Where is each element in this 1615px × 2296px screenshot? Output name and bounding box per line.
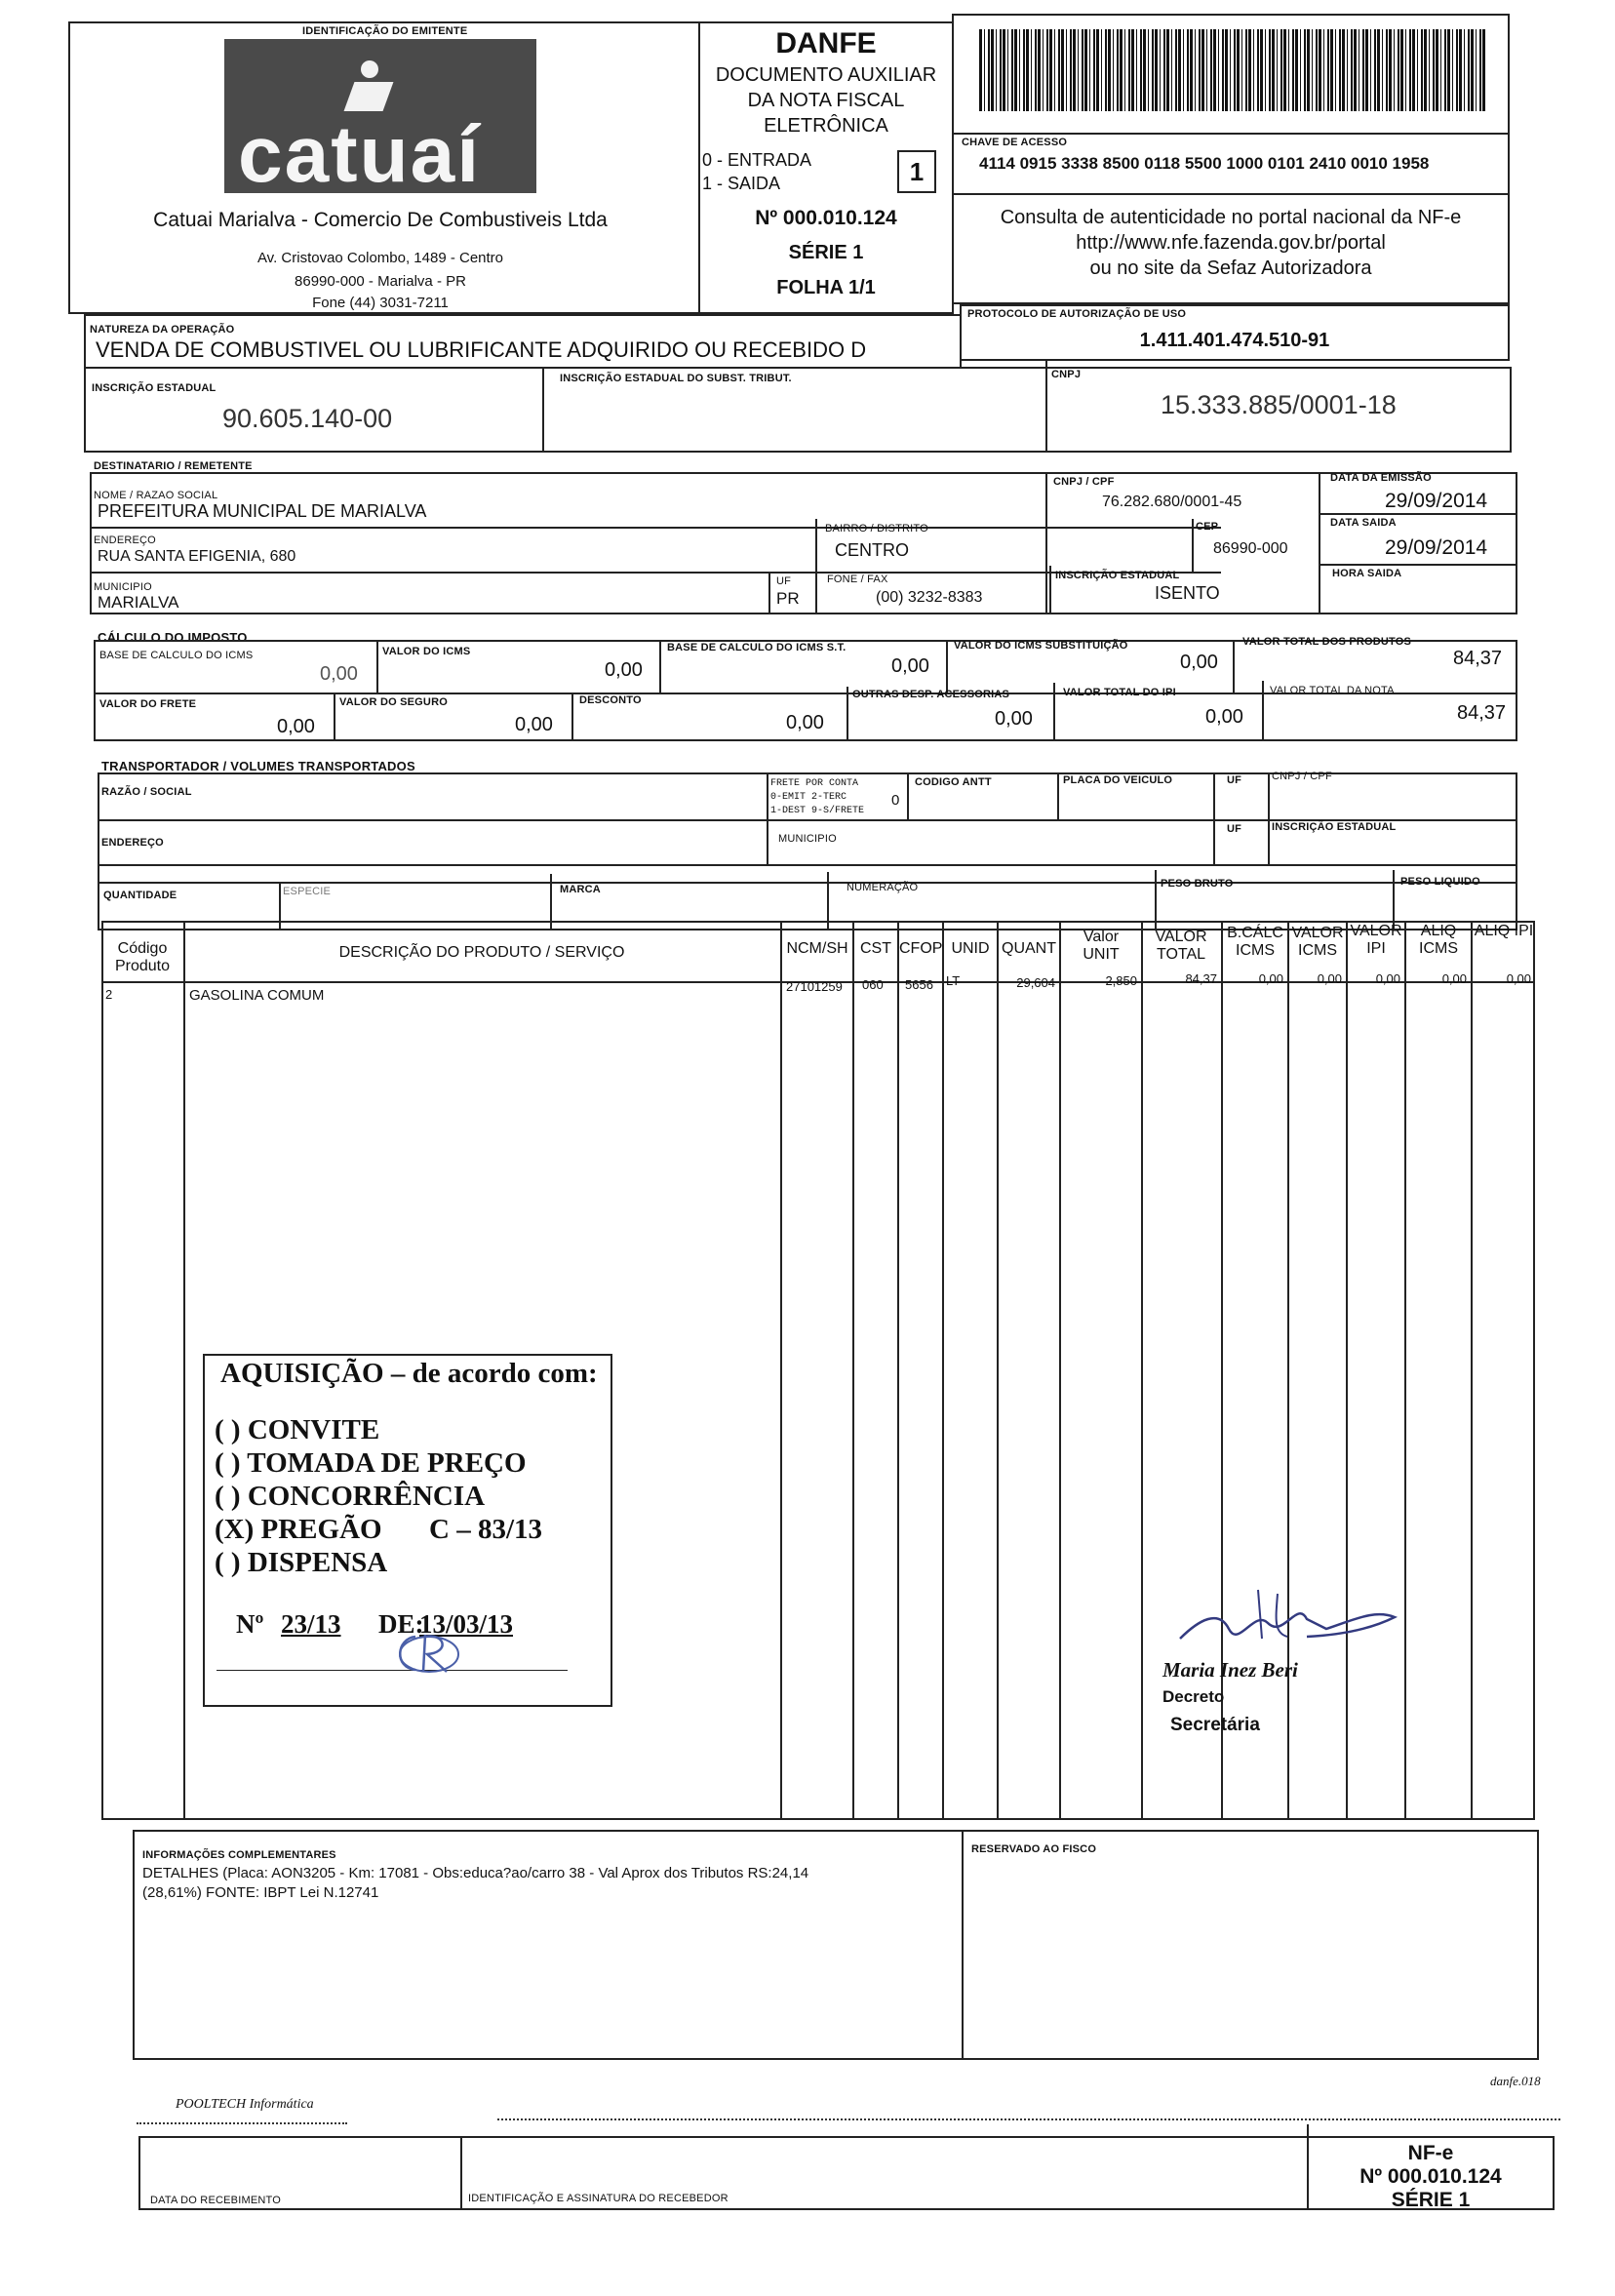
cell-descricao: GASOLINA COMUM [189, 987, 325, 1004]
dest-municipio: MARIALVA [98, 593, 179, 612]
dest-ie-label: INSCRIÇÃO ESTADUAL [1055, 570, 1180, 581]
v-nota-label: VALOR TOTAL DA NOTA [1270, 685, 1395, 696]
ie-value: 90.605.140-00 [222, 404, 393, 433]
frete-label: VALOR DO FRETE [99, 698, 197, 710]
dest-bairro-label: BAIRRO / DISTRITO [825, 523, 928, 534]
fisco-label: RESERVADO AO FISCO [971, 1843, 1097, 1855]
stamp-opt-pregao: (X) PREGÃO [215, 1514, 382, 1545]
danfe-serie: SÉRIE 1 [788, 242, 864, 263]
bc-icms: 0,00 [320, 663, 358, 685]
especie-label: ESPECIE [283, 886, 332, 897]
protocolo-value: 1.411.401.474.510-91 [1139, 330, 1330, 351]
danfe-entrada: 0 - ENTRADA [702, 150, 812, 170]
stamp-pregao-ref: C – 83/13 [429, 1514, 542, 1545]
dest-endereco: RUA SANTA EFIGENIA, 680 [98, 548, 296, 565]
emitente-address-2: 86990-000 - Marialva - PR [295, 273, 466, 290]
antt-label: CODIGO ANTT [915, 776, 992, 788]
natureza-label: NATUREZA DA OPERAÇÃO [90, 324, 235, 336]
quantidade-label: QUANTIDADE [103, 890, 177, 901]
ie-st-label: INSCRIÇÃO ESTADUAL DO SUBST. TRIBUT. [560, 373, 792, 384]
frete: 0,00 [277, 716, 315, 737]
ie-label: INSCRIÇÃO ESTADUAL [92, 382, 217, 394]
cell-aliq-ipi: 0,00 [1506, 971, 1531, 986]
col-aliq-icms: ALIQ ICMS [1419, 923, 1458, 957]
desconto: 0,00 [786, 712, 824, 733]
col-cfop: CFOP [899, 940, 943, 957]
dest-fone-label: FONE / FAX [827, 574, 888, 585]
razao-label: RAZÃO / SOCIAL [101, 786, 192, 798]
protocolo-label: PROTOCOLO DE AUTORIZAÇÃO DE USO [967, 308, 1187, 320]
frete-value: 0 [891, 792, 900, 809]
ipi-label: VALOR TOTAL DO IPI [1063, 687, 1176, 698]
dest-fone: (00) 3232-8383 [876, 589, 983, 606]
emitente-name: Catuai Marialva - Comercio De Combustiveis Ltda [153, 209, 608, 231]
info-line-1: DETALHES (Placa: AON3205 - Km: 17081 - Obs:educa?ao/carro 38 - Val Aprox dos Tributos RS:24,14 [142, 1865, 809, 1881]
cell-bc-icms: 0,00 [1258, 971, 1283, 986]
consulta-line-3: ou no site da Sefaz Autorizadora [1089, 257, 1372, 279]
signature-name: Maria Inez Beri [1162, 1658, 1298, 1682]
dest-nome: PREFEITURA MUNICIPAL DE MARIALVA [98, 501, 427, 521]
dest-bairro: CENTRO [835, 540, 909, 560]
v-st-label: VALOR DO ICMS SUBSTITUIÇÃO [954, 640, 1128, 652]
marca-label: MARCA [560, 884, 601, 895]
cell-v-ipi: 0,00 [1375, 971, 1400, 986]
danfe-folha: FOLHA 1/1 [776, 277, 876, 298]
peso-bruto-label: PESO BRUTO [1161, 878, 1234, 890]
stamp-initials [386, 1629, 464, 1680]
dest-emissao: 29/09/2014 [1385, 490, 1488, 512]
stamp-opt-convite: ( ) CONVITE [215, 1414, 380, 1445]
seguro-label: VALOR DO SEGURO [339, 696, 448, 708]
dest-uf: PR [776, 589, 800, 608]
v-icms: 0,00 [605, 659, 643, 681]
emitente-phone: Fone (44) 3031-7211 [312, 295, 449, 311]
danfe-tipo: 1 [897, 150, 936, 193]
chave-value: 4114 0915 3338 8500 0118 5500 1000 0101 2410 0010 1958 [979, 154, 1430, 173]
dest-cnpj: 76.282.680/0001-45 [1102, 494, 1242, 510]
col-cst: CST [860, 940, 891, 957]
transportador-section-label: TRANSPORTADOR / VOLUMES TRANSPORTADOS [101, 759, 415, 773]
transp-endereco-label: ENDEREÇO [101, 837, 164, 849]
signature [1161, 1580, 1404, 1658]
dest-saida-label: DATA SAIDA [1330, 517, 1397, 529]
emitente-address-1: Av. Cristovao Colombo, 1489 - Centro [256, 250, 504, 266]
recibo-numero: Nº 000.010.124 [1359, 2165, 1502, 2188]
col-quant: QUANT [1002, 940, 1056, 957]
transp-municipio-label: MUNICIPIO [778, 833, 837, 845]
frete-l1: FRETE POR CONTA [770, 778, 859, 789]
stamp-opt-tomada: ( ) TOMADA DE PREÇO [215, 1447, 527, 1479]
col-ncm: NCM/SH [786, 940, 848, 957]
software-credit: POOLTECH Informática [176, 2097, 314, 2112]
danfe-ref: danfe.018 [1490, 2074, 1541, 2088]
dest-municipio-label: MUNICIPIO [94, 581, 152, 593]
danfe-subtitle-1: DOCUMENTO AUXILIAR [715, 64, 937, 86]
outras-label: OUTRAS DESP. ACESSORIAS [852, 689, 1010, 700]
logo-text: catuaí [238, 110, 481, 199]
consulta-link[interactable]: http://www.nfe.fazenda.gov.br/portal [1076, 232, 1386, 254]
ipi: 0,00 [1205, 706, 1243, 728]
bc-st-label: BASE DE CALCULO DO ICMS S.T. [667, 642, 847, 653]
placa-label: PLACA DO VEICULO [1063, 774, 1173, 786]
assinatura-recebedor-label: IDENTIFICAÇÃO E ASSINATURA DO RECEBEDOR [468, 2193, 729, 2204]
numeracao-label: NUMERAÇÃO [847, 882, 919, 893]
data-recebimento-label: DATA DO RECEBIMENTO [150, 2195, 281, 2206]
bc-icms-label: BASE DE CALCULO DO ICMS [99, 650, 254, 661]
danfe-numero: Nº 000.010.124 [755, 207, 897, 229]
v-icms-label: VALOR DO ICMS [382, 646, 471, 657]
dest-cep-label: CEP [1196, 521, 1219, 533]
bc-st: 0,00 [891, 655, 929, 677]
destinatario-box [90, 472, 1517, 614]
v-prod-label: VALOR TOTAL DOS PRODUTOS [1242, 636, 1412, 648]
transp-uf-label: UF [1227, 774, 1242, 786]
recibo-serie: SÉRIE 1 [1391, 2189, 1471, 2211]
stamp-title: AQUISIÇÃO – de acordo com: [220, 1358, 598, 1389]
dest-saida: 29/09/2014 [1385, 536, 1488, 559]
col-vunit: Valor UNIT [1083, 929, 1120, 963]
cell-cst: 060 [862, 977, 884, 992]
v-prod: 84,37 [1453, 648, 1503, 669]
seguro: 0,00 [515, 714, 553, 735]
barcode [979, 29, 1486, 111]
dest-cnpj-label: CNPJ / CPF [1053, 476, 1115, 488]
v-nota: 84,37 [1457, 702, 1507, 724]
desconto-label: DESCONTO [579, 694, 642, 706]
col-unid: UNID [951, 940, 990, 957]
frete-l2: 0-EMIT 2-TERC [770, 792, 847, 803]
stamp-data-label: DE: [378, 1609, 424, 1639]
cell-ncm: 27101259 [786, 979, 843, 994]
consulta-line-1: Consulta de autenticidade no portal nacional da NF-e [1000, 207, 1462, 228]
dest-emissao-label: DATA DA EMISSÃO [1330, 472, 1432, 484]
cell-vtotal: 84,37 [1185, 971, 1217, 986]
dest-ie: ISENTO [1155, 583, 1220, 603]
stamp-numero: 23/13 [281, 1609, 341, 1639]
cell-vunit: 2,850 [1105, 973, 1137, 988]
chave-label: CHAVE DE ACESSO [962, 137, 1068, 148]
dest-endereco-label: ENDEREÇO [94, 534, 156, 546]
imposto-section-label: CÁLCULO DO IMPOSTO [98, 630, 248, 645]
danfe-subtitle-3: ELETRÔNICA [764, 115, 888, 137]
info-label: INFORMAÇÕES COMPLEMENTARES [142, 1849, 336, 1861]
transp-ie-label: INSCRIÇÃO ESTADUAL [1272, 821, 1397, 833]
stamp-numero-label: Nº [236, 1609, 264, 1639]
danfe-subtitle-2: DA NOTA FISCAL [747, 90, 905, 111]
recibo-nfe: NF-e [1407, 2142, 1454, 2164]
dest-nome-label: NOME / RAZAO SOCIAL [94, 490, 218, 501]
company-logo [224, 39, 536, 199]
stamp-opt-concorrencia: ( ) CONCORRÊNCIA [215, 1481, 486, 1512]
cell-v-icms: 0,00 [1317, 971, 1342, 986]
dest-cep: 86990-000 [1213, 540, 1288, 557]
cell-aliq-icms: 0,00 [1441, 971, 1467, 986]
col-aliq-ipi: ALIQ IPI [1474, 923, 1534, 939]
outras: 0,00 [995, 708, 1033, 730]
peso-liquido-label: PESO LIQUIDO [1400, 876, 1480, 888]
emitente-section-label: IDENTIFICAÇÃO DO EMITENTE [302, 25, 468, 37]
v-st: 0,00 [1180, 652, 1218, 673]
col-bc-icms: B.CÁLC ICMS [1227, 925, 1283, 959]
dest-hora-label: HORA SAIDA [1332, 568, 1402, 579]
cell-unid: LT [946, 973, 961, 988]
cell-cfop: 5656 [905, 977, 933, 992]
dest-uf-label: UF [776, 575, 792, 587]
cnpj-emitente-label: CNPJ [1051, 369, 1082, 380]
info-line-2: (28,61%) FONTE: IBPT Lei N.12741 [142, 1884, 379, 1901]
cell-codigo: 2 [105, 987, 113, 1002]
danfe-saida: 1 - SAIDA [702, 174, 781, 193]
col-descricao: DESCRIÇÃO DO PRODUTO / SERVIÇO [338, 944, 625, 961]
stamp-opt-dispensa: ( ) DISPENSA [215, 1547, 388, 1578]
cell-quant: 29,604 [1016, 975, 1055, 990]
transp-cnpj-label: CNPJ / CPF [1272, 771, 1332, 782]
col-v-icms: VALOR ICMS [1291, 925, 1344, 959]
signature-cargo: Secretária [1170, 1715, 1260, 1735]
signature-decreto: Decreto [1162, 1687, 1225, 1706]
frete-l3: 1-DEST 9-S/FRETE [770, 806, 865, 816]
cnpj-emitente-value: 15.333.885/0001-18 [1161, 390, 1397, 419]
col-codigo: Código Produto [114, 940, 171, 974]
destinatario-section-label: DESTINATARIO / REMETENTE [94, 460, 253, 472]
natureza-value: VENDA DE COMBUSTIVEL OU LUBRIFICANTE ADQUIRIDO OU RECEBIDO D [96, 337, 867, 362]
col-v-ipi: VALOR IPI [1350, 923, 1402, 957]
col-vtotal: VALOR TOTAL [1155, 929, 1207, 963]
transp-uf2-label: UF [1227, 823, 1242, 835]
danfe-title: DANFE [775, 27, 877, 59]
stamp-data: 13/03/13 [419, 1609, 514, 1639]
